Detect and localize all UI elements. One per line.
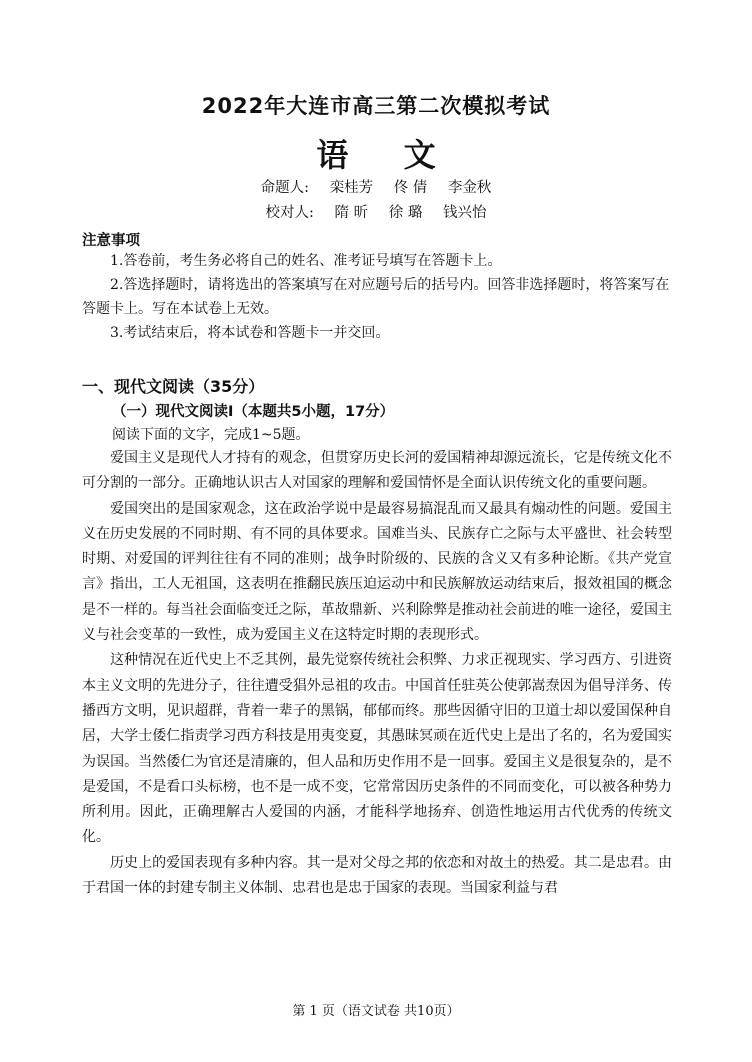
checkers-label: 校对人: bbox=[265, 205, 314, 221]
reading-instruction: 阅读下面的文字，完成1~5题。 bbox=[112, 427, 310, 443]
subject-title: 语 文 bbox=[316, 136, 458, 174]
setters-label: 命题人: bbox=[260, 180, 309, 196]
setter-name: 佟 倩 bbox=[393, 180, 428, 196]
notice-item: 2.答选择题时，请将选出的答案填写在对应题号后的括号内。回答非选择题时，将答案写在答题卡上。写在本试卷上无效。 bbox=[82, 277, 670, 317]
passage-paragraph: 这种情况在近代史上不乏其例，最先觉察传统社会积弊、力求正视现实、学习西方、引进资本主义文明的先进分子，往往遭受猖外忌祖的攻击。中国首任驻英公使郭嵩焘因为倡导洋务、传播西方文明，见识超群，背着一辈子的黑锅，郁郁而终。那些因循守旧的卫道士却以爱国保种自居，大学士倭仁指责学习西方科技是用夷变夏，其愚昧冥顽在近代史上是出了名的，名为爱国实为误国。当然倭仁为官还是清廉的，但人品和历史作用不是一回事。爱国主义是很复杂的，是不是爱国，不是看口头标榜，也不是一成不变，它常常因历史条件的不同而变化，可以被各种势力所利用。因此，正确理解古人爱国的内涵，才能科学地扬弃、创造性地运用古代优秀的传统文化。 bbox=[82, 652, 672, 846]
section-heading: 一、现代文阅读（35分） bbox=[82, 377, 265, 396]
checkers-line bbox=[0, 201, 752, 222]
passage-paragraph: 历史上的爱国表现有多种内容。其一是对父母之邦的依恋和对故土的热爱。其二是忠君。由于君国一体的封建专制主义体制、忠君也是忠于国家的表现。当国家利益与君 bbox=[82, 854, 672, 897]
setter-name: 栾桂芳 bbox=[329, 180, 374, 196]
reading-passage bbox=[82, 446, 672, 901]
checker-name: 徐 璐 bbox=[388, 205, 423, 221]
subsection-heading: （一）现代文阅读Ⅰ（本题共5小题，17分） bbox=[112, 404, 395, 420]
notice-heading: 注意事项 bbox=[82, 233, 140, 249]
passage-paragraph: 爱国主义是现代人才持有的观念，但贯穿历史长河的爱国精神却源远流长，它是传统文化不可分割的一部分。正确地认识古人对国家的理解和爱国情怀是全面认识传统文化的重要问题。 bbox=[82, 450, 672, 492]
setters-line bbox=[0, 176, 752, 197]
passage-paragraph: 爱国突出的是国家观念，这在政治学说中是最容易搞混乱而又最具有煽动性的问题。爱国主义在历史发展的不同时期、有不同的具体要求。国难当头、民族存亡之际与太平盛世、社会转型时期、对爱国的评判往往有不同的准则；战争时阶级的、民族的含义又有多种论断。《共产党宣言》指出，工人无祖国，这表明在推翻民族压迫运动中和民族解放运动结束后，报效祖国的概念是不一样的。每当社会面临变迁之际，革故鼎新、兴利除弊是推动社会前进的唯一途径，爱国主义与社会变革的一致性，成为爱国主义在这特定时期的表现形式。 bbox=[82, 500, 672, 644]
notice-item: 3.考试结束后，将本试卷和答题卡一并交回。 bbox=[110, 325, 390, 341]
setter-name: 李金秋 bbox=[447, 180, 492, 196]
notice-item: 1.答卷前，考生务必将自己的姓名、准考证号填写在答题卡上。 bbox=[110, 253, 502, 269]
notice-list bbox=[82, 249, 672, 345]
checker-name: 钱兴怡 bbox=[442, 205, 487, 221]
page-footer: 第 1 页（语文试卷 共10页） bbox=[292, 1004, 460, 1019]
checker-name: 隋 昕 bbox=[334, 205, 369, 221]
exam-title: 2022年大连市高三第二次模拟考试 bbox=[201, 94, 551, 118]
